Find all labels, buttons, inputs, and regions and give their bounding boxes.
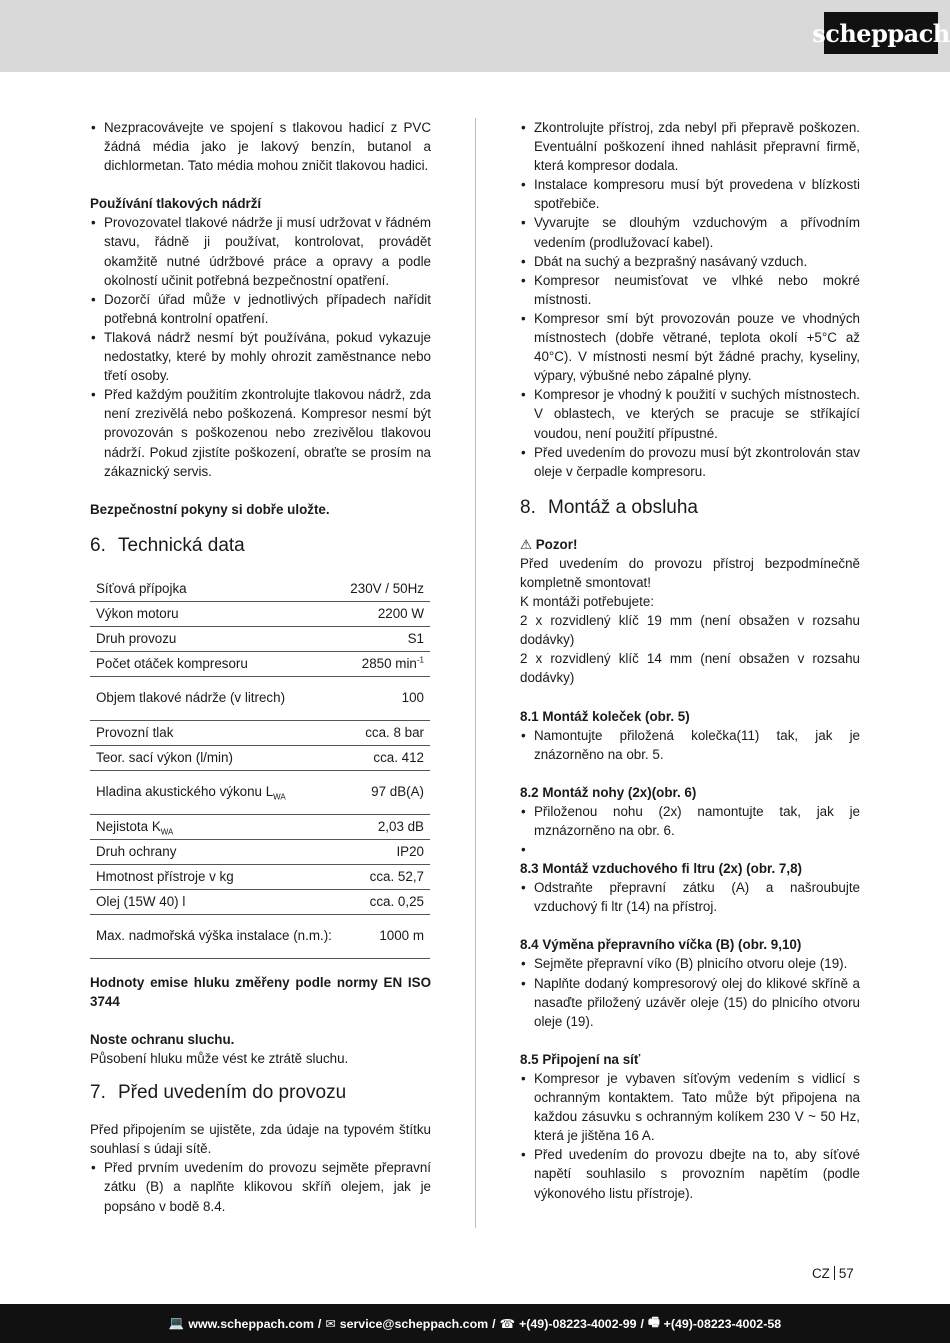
right-column <box>520 118 860 1203</box>
subsection-heading: 8.1 Montáž koleček (obr. 5) <box>520 708 690 724</box>
section-title: Montáž a obsluha <box>548 496 698 518</box>
brand-logo: scheppach <box>824 12 938 54</box>
noise-note: Hodnoty emise hluku změřeny podle normy EN ISO 3744 <box>90 974 431 1009</box>
table-row: Hladina akustického výkonu $L_{WA}$ 97 dB(A) <box>90 770 430 814</box>
keep-note: Bezpečnostní pokyny si dobře uložte. <box>90 501 330 517</box>
tanks-list <box>90 213 431 480</box>
table-row: Druh ochrany IP20 <box>90 839 430 864</box>
phone-icon: ☎ <box>499 1317 516 1331</box>
section-number: 7. <box>90 1082 106 1104</box>
table-row: Provozní tlak cca. 8 bar <box>90 720 430 745</box>
section-number: 8. <box>520 496 536 518</box>
list-item: • Zkontrolujte přístroj, zda nebyl při přepravě poškozen. Eventuální poškození ihned nahlásit přepravní firmě, která kompresor dodala. <box>520 118 860 175</box>
header-bar <box>0 0 950 72</box>
list-item: • Před uvedením do provozu musí být zkontrolován stav oleje v čerpadle kompresoru. <box>520 443 860 481</box>
phone-number: +(49)-08223-4002-99 <box>519 1316 637 1331</box>
tanks-heading: Používání tlakových nádrží <box>90 196 262 212</box>
spec-table <box>90 577 430 959</box>
tools-item: 2 x rozvidlený klíč 14 mm (není obsažen v rozsahu dodávky) <box>520 651 860 686</box>
list-item: • Sejměte přepravní víko (B) plnicího otvoru oleje (19). <box>520 954 860 973</box>
footer-bar: 💻 www.scheppach.com / ✉ service@scheppach.com / ☎ +(49)-08223-4002-99 / 🖷 +(49)-08223-4002-58 <box>0 1304 950 1343</box>
section-title: Technická data <box>118 534 245 556</box>
email-link[interactable]: service@scheppach.com <box>339 1316 489 1331</box>
fax-number: +(49)-08223-4002-58 <box>663 1316 782 1331</box>
list-item: • Kompresor je vybaven síťovým vedením s vidlicí s ochranným kontaktem. Tato může být připojena na každou zásuvku s ochranným kolíkem 230 V ~ 50 Hz, která je jištěna 16 A. <box>520 1069 860 1145</box>
section-7-intro: Před připojením se ujistěte, zda údaje na typovém štítku souhlasí s údaji sítě. <box>90 1122 431 1157</box>
check-list <box>520 118 860 481</box>
column-divider <box>475 118 476 1228</box>
list-item: • Dbát na suchý a bezprašný nasávaný vzduch. <box>520 252 860 271</box>
left-column <box>90 118 431 1216</box>
section-6-heading <box>90 533 431 559</box>
table-row: Nejistota $K_{WA}$ 2,03 dB <box>90 814 430 839</box>
monitor-icon: 💻 <box>168 1316 185 1330</box>
table-row: Síťová přípojka 230V / 50Hz <box>90 577 430 602</box>
subsection-heading: 8.5 Připojení na síť <box>520 1051 641 1067</box>
subsection-heading: 8.2 Montáž nohy (2x)(obr. 6) <box>520 784 697 800</box>
table-row: Teor. sací výkon (l/min) cca. 412 <box>90 745 430 770</box>
warning-text: Před uvedením do provozu přístroj bezpodmínečně kompletně smontovat! <box>520 555 860 590</box>
list-item: • Namontujte přiložená kolečka(11) tak, jak je znázorněno na obr. 5. <box>520 726 860 764</box>
section-7-heading <box>90 1080 431 1106</box>
list-item: • Před prvním uvedením do provozu sejměte přepravní zátku (B) a naplňte klikovou skříň olejem, jak je popsáno v bodě 8.4. <box>90 1158 431 1215</box>
intro-list <box>90 118 431 175</box>
list-item: • Instalace kompresoru musí být provedena v blízkosti spotřebiče. <box>520 175 860 213</box>
tools-intro: K montáži potřebujete: <box>520 594 654 610</box>
page-number: CZ 57 <box>812 1266 854 1281</box>
table-row: Max. nadmořská výška instalace (n.m.): 1000 m <box>90 914 430 958</box>
section-number: 6. <box>90 534 106 556</box>
table-row: Olej (15W 40) l cca. 0,25 <box>90 889 430 914</box>
list-item: • Dozorčí úřad může v jednotlivých případech nařídit potřebná kontrolní opatření. <box>90 290 431 328</box>
list-item: • Odstraňte přepravní zátku (A) a našroubujte vzduchový fi ltr (14) na přístroj. <box>520 878 860 916</box>
list-item: • Provozovatel tlakové nádrže ji musí udržovat v řádném stavu, řádně ji používat, kontrolovat, provádět okamžitě nutné údržbové práce a opravy a podle okolností učinit potřebná bezpečnostní opatření. <box>90 213 431 289</box>
table-row: Objem tlakové nádrže (v litrech) 100 <box>90 676 430 720</box>
list-item: • Kompresor smí být provozován pouze ve vhodných místnostech (dobře větrané, teplota okolí +5°C až 40°C). V místnosti nesmí být žádné prachy, kyseliny, výpary, výbušné nebo zápalné plyny. <box>520 309 860 385</box>
list-item: • Kompresor neumisťovat ve vlhké nebo mokré místnosti. <box>520 271 860 309</box>
list-item: • Nezpracovávejte ve spojení s tlakovou hadicí z PVC žádná média jako je lakový benzín, butanol a dichlormetan. Tato média mohou zničit tlakovou hadici. <box>90 118 431 175</box>
table-row: Výkon motoru 2200 W <box>90 601 430 626</box>
list-item: • Naplňte dodaný kompresorový olej do klikové skříně a nasaďte přiložený uzávěr oleje (15) do plnicího otvoru oleje (19). <box>520 974 860 1031</box>
website-link[interactable]: www.scheppach.com <box>188 1316 314 1331</box>
subsection-heading: 8.4 Výměna přepravního víčka (B) (obr. 9,10) <box>520 937 802 953</box>
list-item: • Kompresor je vhodný k použití v suchých místnostech. V oblastech, ve kterých se pracuje se stříkající voudou, není použití přípustné. <box>520 385 860 442</box>
warning-icon: ⚠ <box>520 536 533 552</box>
mail-icon: ✉ <box>325 1317 336 1331</box>
list-item: • Před každým použitím zkontrolujte tlakovou nádrž, zda není zrezivělá nebo poškozená. Kompresor nesmí být provozován s poškozenou nebo zrezivělou tlakovou nádrží. Pokud zjistíte poškození, obraťte se prosím na zákaznický servis. <box>90 385 431 480</box>
warning-heading: ⚠ Pozor! <box>520 535 860 554</box>
list-item <box>520 840 860 859</box>
section-title: Před uvedením do provozu <box>118 1082 347 1104</box>
list-item: • Přiloženou nohu (2x) namontujte tak, jak je mznázorněno na obr. 6. <box>520 802 860 840</box>
list-item: • Tlaková nádrž nesmí být používána, pokud vykazuje nedostatky, které by mohly ohrozit zaměstnance nebo třetí osoby. <box>90 328 431 385</box>
section-8-heading <box>520 495 860 521</box>
fax-icon: 🖷 <box>647 1315 660 1329</box>
section-7-list <box>90 1158 431 1215</box>
table-row: Druh provozu S1 <box>90 626 430 651</box>
hearing-heading: Noste ochranu sluchu. <box>90 1031 235 1047</box>
list-item: • Před uvedením do provozu dbejte na to, aby síťové napětí souhlasilo s provozním napětím (podle výkonového listu přístroje). <box>520 1145 860 1202</box>
tools-item: 2 x rozvidlený klíč 19 mm (není obsažen v rozsahu dodávky) <box>520 613 860 648</box>
subsection-heading: 8.3 Montáž vzduchového fi ltru (2x) (obr. 7,8) <box>520 861 802 877</box>
hearing-text: Působení hluku může vést ke ztrátě sluchu. <box>90 1051 349 1067</box>
table-row: Hmotnost přístroje v kg cca. 52,7 <box>90 864 430 889</box>
table-row: Počet otáček kompresoru 2850 $\min^{-1}$ <box>90 651 430 676</box>
list-item: • Vyvarujte se dlouhým vzduchovým a přívodním vedením (prodlužovací kabel). <box>520 213 860 251</box>
